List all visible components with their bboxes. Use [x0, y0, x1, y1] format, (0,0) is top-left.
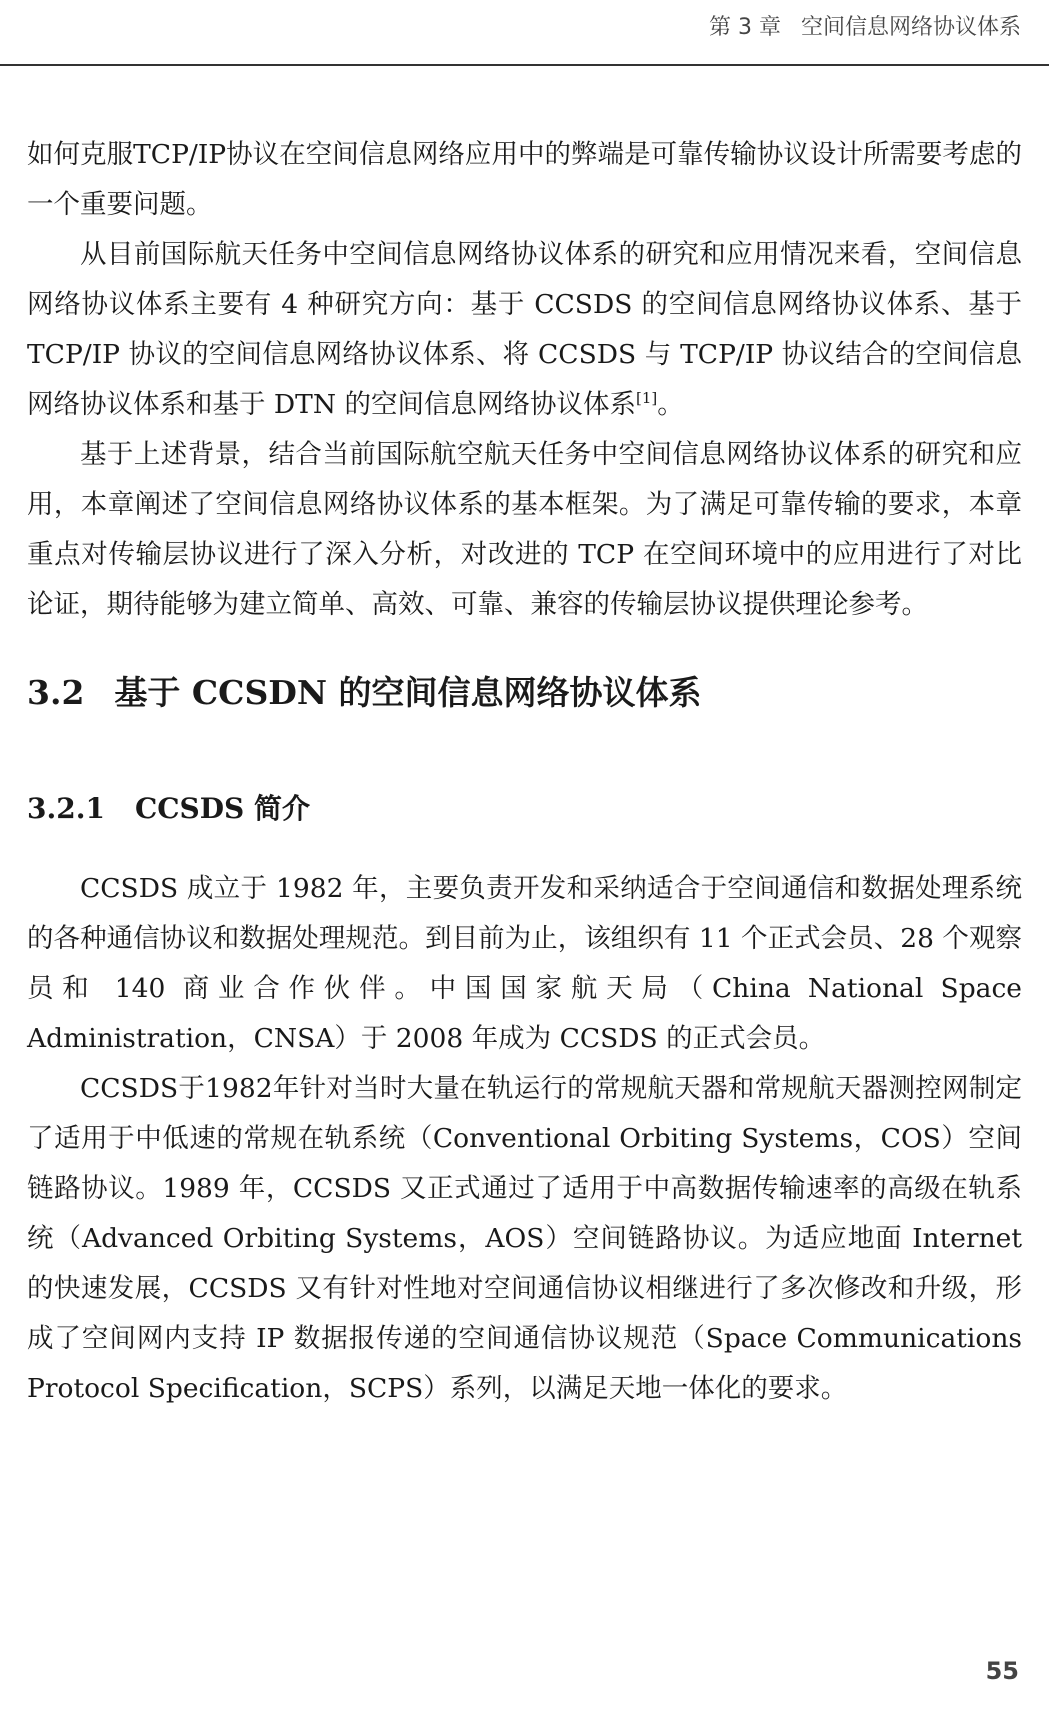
paragraph: CCSDS于1982年针对当时大量在轨运行的常规航天器和常规航天器测控网制定了适用于中低速的常规在轨系统（Conventional Orbiting Systems，COS）空间链路协议。1989 年，CCSDS 又正式通过了适用于中高数据传输速率的高级在轨系统（Advanced Orbiting Systems，AOS）空间链路协议。为适应地面 Internet 的快速发展，CCSDS 又有针对性地对空间通信协议相继进行了多次修改和升级，形成了空间网内支持 IP 数据报传递的空间通信协议规范（Space Communications Protocol Specification，SCPS）系列，以满足天地一体化的要求。 — [27, 1073, 1022, 1404]
page-number: 55 — [985, 1657, 1019, 1685]
paragraph: 基于上述背景，结合当前国际航空航天任务中空间信息网络协议体系的研究和应用，本章阐述了空间信息网络协议体系的基本框架。为了满足可靠传输的要求，本章重点对传输层协议进行了深入分析，对改进的 TCP 在空间环境中的应用进行了对比论证，期待能够为建立简单、高效、可靠、兼容的传输层协议提供理论参考。 — [27, 439, 1022, 620]
section-title: 基于 CCSDN 的空间信息网络协议体系 — [114, 673, 702, 712]
subsection-title: CCSDS 简介 — [134, 792, 310, 825]
chapter-title: 空间信息网络协议体系 — [800, 15, 1021, 40]
section-heading — [27, 668, 1022, 718]
subsection-heading — [27, 784, 1022, 834]
page-body — [27, 130, 1022, 1414]
paragraph — [27, 230, 1022, 430]
paragraph-end: 。 — [657, 389, 684, 420]
subsection-number: 3.2.1 — [27, 792, 105, 825]
paragraph: CCSDS 成立于 1982 年，主要负责开发和采纳适合于空间通信和数据处理系统的各种通信协议和数据处理规范。到目前为止，该组织有 11 个正式会员、28 个观察员和 140 商业合作伙伴。中国国家航天局（China National Space Administration，CNSA）于 2008 年成为 CCSDS 的正式会员。 — [27, 873, 1022, 1054]
chapter-label: 第 3 章 — [709, 15, 781, 40]
paragraph: 如何克服TCP/IP协议在空间信息网络应用中的弊端是可靠传输协议设计所需要考虑的一个重要问题。 — [27, 139, 1022, 220]
running-header — [709, 10, 1021, 41]
citation-ref: [1] — [635, 389, 658, 408]
paragraph-text: 从目前国际航天任务中空间信息网络协议体系的研究和应用情况来看，空间信息网络协议体系主要有 4 种研究方向：基于 CCSDS 的空间信息网络协议体系、基于 TCP/IP 协议的空间信息网络协议体系、将 CCSDS 与 TCP/IP 协议结合的空间信息网络协议体系和基于 DTN 的空间信息网络协议体系 — [27, 239, 1022, 420]
section-number: 3.2 — [27, 673, 85, 712]
